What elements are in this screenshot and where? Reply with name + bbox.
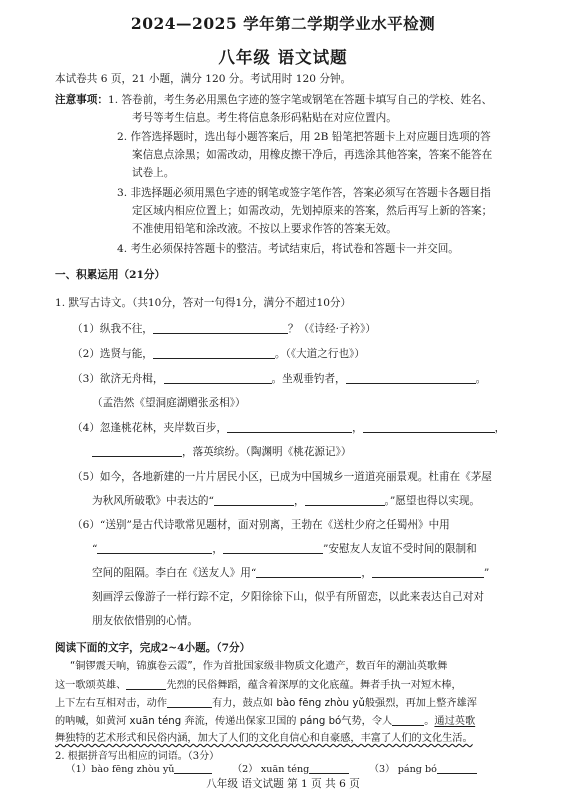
- answer-blank[interactable]: [92, 445, 182, 457]
- q1-part-2: （2）选贤与能， 。（《大道之行也》）: [72, 348, 365, 360]
- q2-options: （1）bào fēng zhòu yǔ （2） xuān téng （3） páng bó: [66, 762, 477, 777]
- section-1-heading: 一、积累运用（21分）: [55, 269, 166, 281]
- notice-item-2a: 2. 作答选择题时，选出每小题答案后，用 2B 铅笔把答题卡上对应题目选项的答: [117, 131, 491, 143]
- reading-stem: 阅读下面的文字，完成2~4小题。（7分）: [55, 642, 251, 654]
- reading-line-2: 这一歌颂英雄、 先烈的民俗舞蹈，蕴含着深厚的文化底蕴。舞者手执一对短木棒，: [55, 680, 462, 691]
- answer-blank[interactable]: [167, 696, 212, 708]
- notice-item-2c: 试卷上。: [132, 167, 175, 179]
- notice-item-3c: 不准使用铅笔和涂改液。不按以上要求作答的答案无效。: [132, 223, 397, 235]
- answer-blank[interactable]: [305, 494, 385, 506]
- answer-blank[interactable]: [223, 542, 323, 554]
- q1-part-3-source: （孟浩然《望洞庭湖赠张丞相》）: [92, 397, 246, 409]
- answer-blank[interactable]: [392, 714, 424, 726]
- notice-item-1b: 考号等考生信息。考生将信息条形码粘贴在对应位置内。: [132, 112, 397, 124]
- notice-item-1a: 1. 答卷前，考生务必用黑色字迹的签字笔或钢笔在答题卡填写自己的学校、姓名、: [107, 94, 493, 106]
- notice-block: [55, 93, 492, 107]
- q1-part-5: （5）如今，各地新建的一片片居民小区，已成为中国城乡一道道亮丽景观。杜甫在《茅屋: [72, 471, 492, 483]
- reading-line-5: 舞独特的艺术形式和民俗内涵，加大了人们的文化自信心和自豪感，丰富了人们的文化生活。: [55, 733, 473, 744]
- q1-part-6-line4: 刻画浮云像游子一样行踪不定，夕阳徐徐下山，似乎有所留恋，以此来表达自己对对: [92, 591, 484, 603]
- answer-blank[interactable]: [164, 372, 272, 384]
- answer-blank[interactable]: [256, 566, 361, 578]
- answer-blank[interactable]: [153, 322, 288, 334]
- notice-label: 注意事项：: [55, 94, 108, 106]
- exam-subtitle: 八年级 语文试题: [218, 48, 348, 67]
- answer-blank[interactable]: [372, 566, 484, 578]
- q1-part-4-line2: ，落英缤纷。（陶渊明《桃花源记》）: [92, 445, 352, 459]
- q1-part-4: （4）忽逢桃花林，夹岸数百步， ， ，: [72, 422, 506, 434]
- exam-title: 2024—2025 学年第二学期学业水平检测: [130, 14, 436, 33]
- answer-blank[interactable]: [174, 762, 212, 774]
- q1-stem: 1. 默写古诗文。（共10分，答对一句得1分，满分不超过10分）: [55, 297, 352, 309]
- answer-blank[interactable]: [363, 421, 495, 433]
- notice-item-3a: 3. 非选择题必须用黑色字迹的钢笔或签字笔作答，答案必须写在答题卡各题目指: [117, 187, 491, 199]
- q1-part-6-line2: “ ， ”安慰友人友谊不受时间的限制和: [92, 543, 477, 555]
- notice-item-3b: 定区域内相应位置上；如需改动，先划掉原来的答案，然后再写上新的答案；: [132, 205, 493, 217]
- answer-blank[interactable]: [227, 421, 352, 433]
- q1-part-3: （3）欲济无舟楫， 。坐观垂钓者， 。: [72, 373, 487, 385]
- q1-part-1: （1）纵我不往， ？（《诗经·子衿》）: [72, 323, 377, 335]
- reading-line-1: “铜锣震天响，锦旗卷云霞”，作为首批国家级非物质文化遗产，数百年的潮汕英歌舞: [70, 661, 448, 672]
- q1-part-6: （6）“送别”是古代诗歌常见题材，面对别离，王勃在《送杜少府之任蜀州》中用: [72, 519, 450, 531]
- answer-blank[interactable]: [126, 678, 166, 690]
- q1-part-6-line3: 空间的阻隔。李白在《送友人》用“ ， ”: [92, 567, 490, 579]
- page-footer: 八年级 语文试题 第 1 页 共 6 页: [206, 778, 360, 790]
- answer-blank[interactable]: [437, 762, 477, 774]
- reading-line-4: 的呐喊，如黄河 xuān téng 奔流，传递出保家卫国的 páng bó气势，令人 。通过英歌: [55, 716, 476, 727]
- notice-item-2b: 案信息点涂黑；如需改动，用橡皮擦干净后，再选涂其他答案，答案不能答在: [132, 149, 493, 161]
- q1-part-6-line5: 朋友依依惜别的心情。: [92, 615, 198, 627]
- answer-blank[interactable]: [309, 762, 349, 774]
- answer-blank[interactable]: [346, 372, 476, 384]
- answer-blank[interactable]: [153, 347, 275, 359]
- intro-line: 本试卷共 6 页，21 小题，满分 120 分。考试用时 120 分钟。: [55, 73, 352, 85]
- answer-blank[interactable]: [214, 494, 294, 506]
- q1-part-5-line2: 为秋风所破歌》中表达的“ ， 。”愿望也得以实现。: [92, 495, 481, 507]
- q2-stem: 2. 根据拼音写出相应的词语。（3分）: [55, 751, 220, 762]
- answer-blank[interactable]: [97, 542, 212, 554]
- reading-line-3: 上下左右互相对击，动作 有力，鼓点如 bào fēng zhòu yǔ般强烈，再加上整齐雄浑: [55, 698, 477, 709]
- notice-item-4: 4. 考生必须保持答题卡的整洁。考试结束后，将试卷和答题卡一并交回。: [117, 243, 459, 255]
